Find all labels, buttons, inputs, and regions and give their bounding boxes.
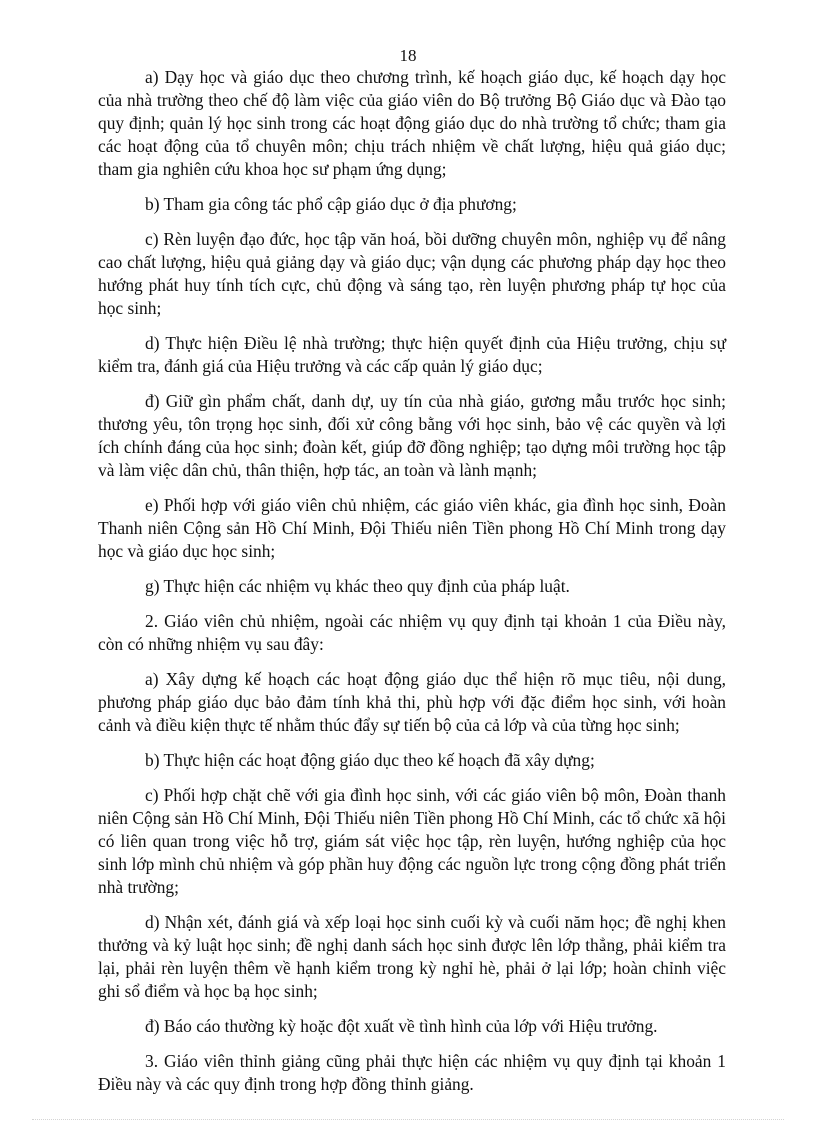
paragraph-1a: a) Dạy học và giáo dục theo chương trình, kế hoạch giáo dục, kế hoạch dạy học của nhà trường theo chế độ làm việc của giáo viên do Bộ trưởng Bộ Giáo dục và Đào tạo quy định; quản lý học sinh trong các hoạt động giáo dục do nhà trường tổ chức; tham gia các hoạt động của tổ chuyên môn; chịu trách nhiệm về chất lượng, hiệu quả giáo dục; tham gia nghiên cứu khoa học sư phạm ứng dụng; bbox=[98, 67, 726, 179]
paragraph-3: 3. Giáo viên thỉnh giảng cũng phải thực hiện các nhiệm vụ quy định tại khoản 1 Điều này và các quy định trong hợp đồng thỉnh giảng. bbox=[98, 1051, 726, 1094]
page-number: 18 bbox=[399, 46, 417, 65]
document-body bbox=[98, 66, 726, 1108]
paragraph-1d: d) Thực hiện Điều lệ nhà trường; thực hiện quyết định của Hiệu trưởng, chịu sự kiểm tra, đánh giá của Hiệu trưởng và các cấp quản lý giáo dục; bbox=[98, 333, 726, 376]
paragraph-1dd: đ) Giữ gìn phẩm chất, danh dự, uy tín của nhà giáo, gương mẫu trước học sinh; thương yêu, tôn trọng học sinh, đối xử công bằng với học sinh, bảo vệ các quyền và lợi ích chính đáng của học sinh; đoàn kết, giúp đỡ đồng nghiệp; tạo dựng môi trường học tập và làm việc dân chủ, thân thiện, hợp tác, an toàn và lành mạnh; bbox=[98, 391, 726, 480]
paragraph-2b: b) Thực hiện các hoạt động giáo dục theo kế hoạch đã xây dựng; bbox=[145, 750, 595, 770]
paragraph-2a: a) Xây dựng kế hoạch các hoạt động giáo dục thể hiện rõ mục tiêu, nội dung, phương pháp giáo dục bảo đảm tính khả thi, phù hợp với đặc điểm học sinh, với hoàn cảnh và điều kiện thực tế nhằm thúc đẩy sự tiến bộ của cả lớp và của từng học sinh; bbox=[98, 669, 726, 735]
page-bottom-divider bbox=[32, 1119, 784, 1120]
paragraph-1e: e) Phối hợp với giáo viên chủ nhiệm, các giáo viên khác, gia đình học sinh, Đoàn Thanh niên Cộng sản Hồ Chí Minh, Đội Thiếu niên Tiền phong Hồ Chí Minh trong dạy học và giáo dục học sinh; bbox=[98, 495, 726, 561]
paragraph-2dd: đ) Báo cáo thường kỳ hoặc đột xuất về tình hình của lớp với Hiệu trưởng. bbox=[145, 1016, 658, 1036]
paragraph-1c: c) Rèn luyện đạo đức, học tập văn hoá, bồi dưỡng chuyên môn, nghiệp vụ để nâng cao chất lượng, hiệu quả giảng dạy và giáo dục; vận dụng các phương pháp dạy học theo hướng phát huy tính tích cực, chủ động và sáng tạo, rèn luyện phương pháp tự học của học sinh; bbox=[98, 229, 726, 318]
paragraph-1b: b) Tham gia công tác phổ cập giáo dục ở địa phương; bbox=[145, 194, 517, 214]
paragraph-2c: c) Phối hợp chặt chẽ với gia đình học sinh, với các giáo viên bộ môn, Đoàn thanh niên Cộng sản Hồ Chí Minh, Đội Thiếu niên Tiền phong Hồ Chí Minh, các tổ chức xã hội có liên quan trong việc hỗ trợ, giám sát việc học tập, rèn luyện, hướng nghiệp của học sinh lớp mình chủ nhiệm và góp phần huy động các nguồn lực trong cộng đồng phát triển nhà trường; bbox=[98, 785, 726, 897]
paragraph-1g: g) Thực hiện các nhiệm vụ khác theo quy định của pháp luật. bbox=[145, 576, 570, 596]
paragraph-2: 2. Giáo viên chủ nhiệm, ngoài các nhiệm vụ quy định tại khoản 1 của Điều này, còn có những nhiệm vụ sau đây: bbox=[98, 611, 726, 654]
paragraph-2d: d) Nhận xét, đánh giá và xếp loại học sinh cuối kỳ và cuối năm học; đề nghị khen thưởng và kỷ luật học sinh; đề nghị danh sách học sinh được lên lớp thẳng, phải kiểm tra lại, phải rèn luyện thêm về hạnh kiểm trong kỳ nghỉ hè, phải ở lại lớp; hoàn chỉnh việc ghi sổ điểm và học bạ học sinh; bbox=[98, 912, 726, 1001]
